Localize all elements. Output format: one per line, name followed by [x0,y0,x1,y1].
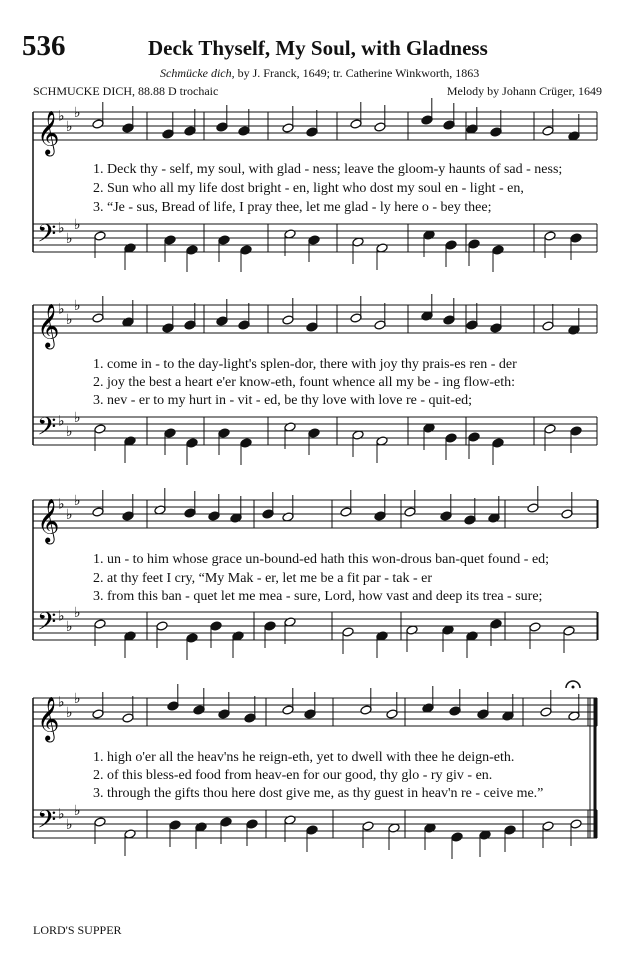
note-head [167,701,179,711]
note-head [350,313,362,323]
note-head [360,705,372,715]
lyric-line-s2-v3: 3. nev - er to my hurt in - vit - ed, be thy love with love re - quit-ed; [93,393,473,408]
note-head [306,127,318,137]
note-head [94,424,106,434]
note-head [544,231,556,241]
note-head [490,127,502,137]
note-head [386,709,398,719]
note-head [477,709,489,719]
note-head [184,126,196,136]
note-head [466,320,478,330]
flat-icon: ♭ [66,705,73,721]
note-head [464,515,476,525]
hymn-title: Deck Thyself, My Soul, with Gladness [148,36,488,60]
fermata-icon [572,686,575,689]
note-head [404,507,416,517]
note-head [570,819,582,829]
note-head [504,825,516,835]
flat-icon: ♭ [66,507,73,523]
note-head [246,819,258,829]
text-credit-original: Schmücke dich, [160,66,235,80]
note-head [122,511,134,521]
note-head [350,119,362,129]
note-head [443,315,455,325]
note-head [540,707,552,717]
note-head [468,239,480,249]
note-head [529,622,541,632]
note-head [184,320,196,330]
note-head [164,428,176,438]
note-head [527,503,539,513]
lyric-line-s2-v2: 2. joy the best a heart e'er know-eth, fount whence all my be - ing flow-eth: [93,375,515,390]
flat-icon: ♭ [74,410,81,426]
note-head [186,438,198,448]
clef-icon: 𝄞 [37,110,60,155]
note-head [92,119,104,129]
note-head [374,511,386,521]
melody-credit: Melody by Johann Crüger, 1649 [446,84,602,98]
note-head [162,129,174,139]
note-head [92,313,104,323]
note-head [92,507,104,517]
flat-icon: ♭ [66,312,73,328]
clef-icon: 𝄞 [37,696,60,741]
note-head [282,123,294,133]
note-head [208,511,220,521]
note-head [340,507,352,517]
note-head [468,432,480,442]
note-head [544,424,556,434]
note-head [94,817,106,827]
note-head [282,315,294,325]
note-head [92,709,104,719]
flat-icon: ♭ [74,493,81,509]
note-head [542,821,554,831]
note-head [162,323,174,333]
note-head [186,245,198,255]
note-head [186,633,198,643]
flat-icon: ♭ [74,105,81,121]
flat-icon: ♭ [66,817,73,833]
note-head [490,323,502,333]
clef-icon: 𝄢 [37,607,57,643]
flat-icon: ♭ [74,298,81,314]
lyric-line-s2-v1: 1. come in - to the day-light's splen-dor, there with joy thy prais-es ren - der [93,357,517,372]
lyric-line-s1-v3: 3. “Je - sus, Bread of life, I pray thee, let me glad - ly here o - bey thee; [93,200,492,215]
note-head [218,709,230,719]
clef-icon: 𝄞 [37,498,60,543]
flat-icon: ♭ [74,605,81,621]
lyric-line-s1-v1: 1. Deck thy - self, my soul, with glad - ness; leave the gloom-y haunts of sad - ness; [93,162,563,177]
note-head [238,320,250,330]
lyric-line-s4-v1: 1. high o'er all the heav'ns he reign-eth, yet to dwell with thee he deign-eth. [93,750,515,765]
note-head [94,231,106,241]
flat-icon: ♭ [58,608,65,625]
flat-icon: ♭ [58,496,65,513]
note-head [238,126,250,136]
note-head [342,627,354,637]
note-head [308,428,320,438]
note-head [563,626,575,636]
flat-icon: ♭ [58,301,65,318]
note-head [184,508,196,518]
note-head [193,705,205,715]
note-head [306,825,318,835]
lyric-line-s4-v2: 2. of this bless-ed food from heav-en for our good, thy glo - ry giv - en. [93,768,493,783]
note-head [156,621,168,631]
note-head [542,321,554,331]
lyric-line-s1-v2: 2. Sun who all my life dost bright - en, light who dost my soul en - light - en, [93,181,524,196]
flat-icon: ♭ [66,231,73,247]
note-head [264,621,276,631]
footer-category: LORD'S SUPPER [33,923,122,937]
note-head [421,115,433,125]
note-head [490,619,502,629]
note-head [240,245,252,255]
flat-icon: ♭ [58,694,65,711]
note-head [561,509,573,519]
text-credit-translator: by J. Franck, 1649; tr. Catherine Winkworth, 1863 [234,66,480,80]
flat-icon: ♭ [66,424,73,440]
note-head [210,621,222,631]
flat-icon: ♭ [66,619,73,635]
note-head [169,820,181,830]
flat-icon: ♭ [74,803,81,819]
lyric-line-s4-v3: 3. through the gifts thou here dost give me, as thy guest in heav'n re - ceive me.” [93,786,544,801]
note-head [570,426,582,436]
tune-name: SCHMUCKE DICH, 88.88 D trochaic [33,84,219,98]
lyric-line-s3-v2: 2. at thy feet I cry, “My Mak - er, let me be a fit par - tak - er [93,571,433,586]
note-head [443,120,455,130]
note-head [122,713,134,723]
note-head [451,832,463,842]
note-head [218,235,230,245]
note-head [304,709,316,719]
note-head [122,123,134,133]
note-head [244,713,256,723]
lyric-line-s3-v3: 3. from this ban - quet let me mea - sure, Lord, how vast and deep its trea - sure; [93,589,543,604]
flat-icon: ♭ [58,413,65,430]
clef-icon: 𝄢 [37,805,57,841]
note-head [374,320,386,330]
note-head [492,245,504,255]
clef-icon: 𝄢 [37,219,57,255]
note-head [164,235,176,245]
flat-icon: ♭ [66,119,73,135]
note-head [492,438,504,448]
flat-icon: ♭ [74,691,81,707]
note-head [440,511,452,521]
note-head [374,122,386,132]
note-head [94,619,106,629]
note-head [262,509,274,519]
note-head [306,322,318,332]
note-head [218,428,230,438]
note-head [445,433,457,443]
clef-icon: 𝄞 [37,303,60,348]
note-head [445,240,457,250]
note-head [542,126,554,136]
note-head [282,705,294,715]
note-head [570,233,582,243]
note-head [216,316,228,326]
note-head [220,817,232,827]
note-head [449,706,461,716]
clef-icon: 𝄢 [37,412,57,448]
hymn-number: 536 [22,30,66,62]
note-head [216,122,228,132]
flat-icon: ♭ [58,108,65,125]
lyric-line-s3-v1: 1. un - to him whose grace un-bound-ed hath this won-drous ban-quet found - ed; [93,552,550,567]
flat-icon: ♭ [74,217,81,233]
flat-icon: ♭ [58,806,65,823]
note-head [308,235,320,245]
note-head [362,821,374,831]
flat-icon: ♭ [58,220,65,237]
note-head [240,438,252,448]
